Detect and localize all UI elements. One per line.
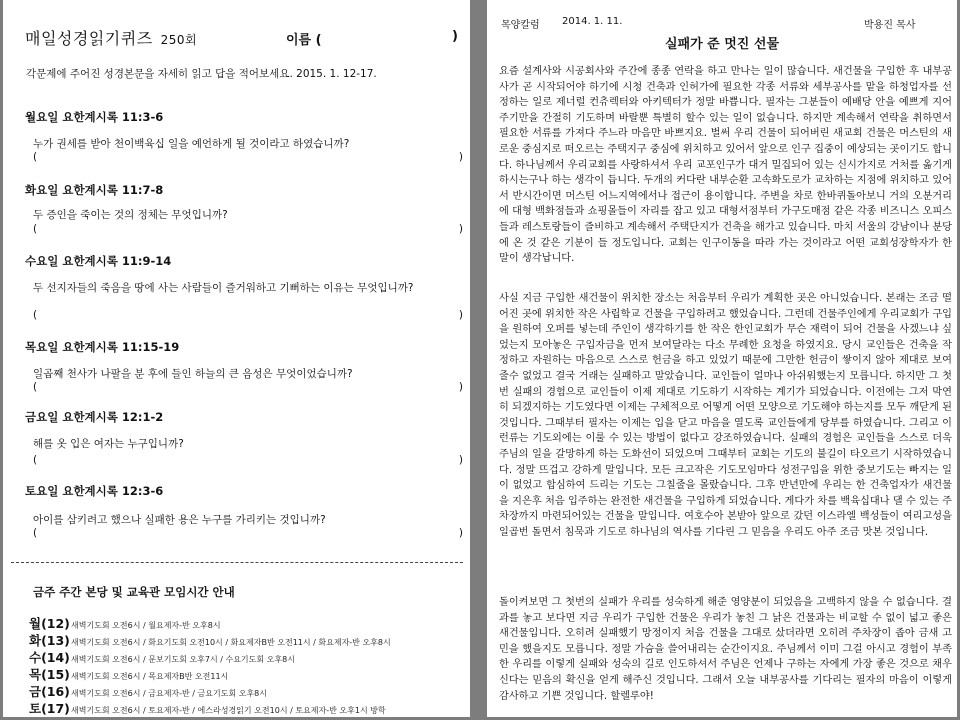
question-text: 일곱째 천사가 나팔을 분 후에 들인 하늘의 큰 음성은 무엇이었습니까? [33, 368, 353, 380]
quiz-title: 매일성경읽기퀴즈 250회 [25, 29, 198, 48]
episode-number: 250회 [160, 33, 198, 47]
question-text: 두 선지자들의 죽음을 땅에 사는 사람들이 즐거워하고 기뻐하는 이유는 무엇입니까? [33, 282, 414, 294]
answer-blank[interactable]: ( ) [33, 527, 463, 539]
column-date: 2014. 1. 11. [562, 16, 623, 27]
column-paragraph: 사실 지금 구입한 새건물이 위치한 장소는 처음부터 우리가 계획한 곳은 아니었습니다. 본래는 조금 떨어진 곳에 위치한 작은 사립학교 건물을 구입하려고 했었습니다. 그런데 건물주인에게 우리교회가 구입을 원하여 오퍼를 넣는데 주인이 생각하기를 한 작은 한인교회가 무슨 재력이 되어 건물을 사겠느냐 싶었는지 모아놓은 구입자금을 먼저 보여달라는 다소 무례한 요청을 하였지요. 당시 교인들은 건축을 작정하고 자원하는 마음으로 스스로 헌금을 하고 있었기 때문에 그만한 헌금이 쌓이지 않아 제대로 보여줄수 없었고 결국 거래는 실패하고 말았습니다. 교인들이 얼마나 아쉬워했는지 모릅니다. 하지만 그 첫번 실패의 경험으로 교인들이 이제 제대로 기도하기 시작하는 계기가 되었습니다. 이전에는 그저 막연히 되겠지하는 기도였다면 이제는 구체적으로 어떻게 어떤 모양으로 기도해야 하는지를 모두 깨닫게 된 것입니다. 그때부터 필자는 이제는 입을 닫고 마음을 열도록 교인들에게 당부를 하였습니다. 그리고 이런류는 기도외에는 이룰 수 있는 방법이 없다고 강조하였습니다. 실패의 경험은 교인들을 스스로 더욱 주님의 일을 갈망하게 하는 도화선이 되었으며 그때부터 교회는 기도의 불길이 타오르기 시작하였습니다. 정말 뜨겁고 강하게 말입니다. 모든 크고작은 기도모임마다 성전구입을 위한 중보기도는 빠지는 일이 없었고 합심하여 드리는 기도는 그칠줄을 몰랐습니다. 그후 반년만에 우리는 한 건축업자가 새건물을 지은후 처음 입주하는 완전한 새건물을 구입하게 되었습니다. 게다가 차를 백육십대나 댈 수 있는 주차장까지 마련되어있는 건물을 말입니다. 여호수아 본받아 앞으로 갔던 이스라엘 백성들이 여리고성을 일곱번 돌면서 침묵과 기도로 하나님의 역사를 기다린 그 믿음을 우리도 아주 조금 맛본 것입니다. [499, 293, 952, 538]
name-label: 이름 ( [286, 33, 322, 48]
schedule-row: 수(14)새벽기도회 오전6시 / 문보기도회 오후7시 / 수요기도회 오후8시 [29, 650, 295, 665]
question-day: 토요일 요한계시록 12:3-6 [25, 484, 164, 498]
question-day: 목요일 요한계시록 11:15-19 [25, 340, 180, 354]
quiz-page [3, 0, 470, 717]
column-paragraph: 돌이켜보면 그 첫번의 실패가 우리를 성숙하게 해준 영양분이 되었음을 고백하지 않을 수 없습니다. 결과를 놓고 보다면 지금 우리가 구입한 건물은 우리가 놓친 그 낡은 건물과는 비교할 수 없이 넓고 좋은 새건물입니다. 오히려 실패했기 망정이지 처음 건물을 그대로 샀더라면 오히려 주차장이 좁아 금새 고민을 했을지도 모릅니다. 정말 가슴을 쓸어내리는 순간이지요. 주님께서 이미 그걸 아시고 경험이 부족한 우리를 이렇게 실패와 성숙의 길로 인도하셔서 주님은 언제나 구하는 자에게 가장 좋은 것으로 채우신다는 믿음의 확신을 얻게 해주신 것입니다. 그래서 오늘 내부공사를 기다리는 필자의 마음이 이렇게 감사하고 기쁜 것입니다. 할렐루야! [499, 597, 952, 702]
column-page [487, 0, 957, 717]
question-text: 아이를 삼키려고 했으나 실패한 용은 누구를 가리키는 것입니까? [33, 514, 326, 526]
answer-blank[interactable]: ( ) [33, 223, 463, 235]
schedule-row: 금(16)새벽기도회 오전6시 / 금요제자-반 / 금요기도회 오후8시 [29, 684, 268, 699]
quiz-intro: 각문제에 주어진 성경본문을 자세히 읽고 답을 적어보세요. 2015. 1. 12-17. [26, 68, 377, 80]
column-label: 목양칼럼 [501, 20, 540, 31]
question-text: 두 증인을 죽이는 것의 정체는 무엇입니까? [33, 209, 228, 221]
question-day: 금요일 요한계시록 12:1-2 [25, 410, 164, 424]
column-title: 실패가 준 멋진 선물 [664, 37, 780, 52]
question-day: 화요일 요한계시록 11:7-8 [25, 183, 164, 197]
schedule-title: 금주 주간 본당 및 교육관 모임시간 안내 [33, 585, 235, 599]
schedule-row: 목(15)새벽기도회 오전6시 / 목요제자B반 오전11시 [29, 667, 229, 682]
column-paragraph: 요즘 설계사와 시공회사와 주간에 종종 연락을 하고 만나는 일이 많습니다. 새건물을 구입한 후 내부공사가 곧 시작되어야 하기에 시청 건축과 인허가에 필요한 각종 서류와 세부공사를 맡을 하청업자를 선정하는 일로 제너럴 컨츄렉터와 아키텍터가 정말 바쁩니다. 필자는 그분들이 예배당 안을 예쁘게 지어주기만을 간절히 기도하며 바랄뿐 특별히 할수 있는 일이 없습니다. 하지만 계속해서 연락을 취하면서 필요한 서류를 가져다 주느라 마음만 바쁘지요. 벌써 우리 건물이 되어버린 새교회 건물은 머스틴의 새로운 중심지로 떠오르는 주택지구 중심에 위치하고 있어서 앞으로 인구 집중이 예상되는 곳이기도 합니다. 하나님께서 우리교회를 사랑하셔서 우리 교포인구가 대거 밀집되어 있는 신시가지로 거처를 옮기게 하시는구나 하는 생각이 듭니다. 두개의 커다란 내부순환 고속화도로가 교차하는 지점에 위치하고 있어서 반시간이면 머스틴 어느지역에서나 접근이 용이합니다. 주변을 차로 한바퀴돌아보니 거의 오분거리에 대형 백화점들과 쇼핑몰들이 자리를 잡고 있고 대형서점부터 가구도매점 같은 각종 비즈니스 오피스들과 레스토랑들이 즐비하고 계속해서 주택단지가 건축을 해가고 있습니다. 마치 서울의 강남이나 분당에 온 것 같은 기분이 들 정도입니다. 교회는 인구이동을 따라 가는 것이라고 어떤 교회성장학자가 한 말이 생각납니다. [499, 66, 952, 265]
answer-blank[interactable]: ( ) [33, 454, 463, 466]
name-close: ) [452, 29, 458, 44]
question-text: 해를 옷 입은 여자는 누구입니까? [33, 438, 184, 450]
answer-blank[interactable]: ( ) [33, 309, 463, 321]
column-author: 박용진 목사 [864, 20, 916, 31]
schedule-row: 월(12)새벽기도회 오전6시 / 월요제자-반 오후8시 [29, 616, 221, 631]
answer-blank[interactable]: ( ) [33, 151, 463, 163]
question-day: 월요일 요한계시록 11:3-6 [25, 110, 164, 124]
schedule-row: 화(13)새벽기도회 오전6시 / 화요기도회 오전10시 / 화요제자B반 오전11시 / 화요제자-반 오후8시 [29, 633, 391, 648]
schedule-row: 토(17)새벽기도회 오전6시 / 토요제자-반 / 에스라성경읽기 오전10시 / 토요제자-반 오후1시 방학 [29, 701, 386, 716]
section-divider [11, 562, 463, 563]
answer-blank[interactable]: ( ) [33, 381, 463, 393]
question-day: 수요일 요한계시록 11:9-14 [25, 254, 172, 268]
question-text: 누가 권세를 받아 천이백육십 일을 예언하게 될 것이라고 하였습니까? [33, 138, 350, 150]
